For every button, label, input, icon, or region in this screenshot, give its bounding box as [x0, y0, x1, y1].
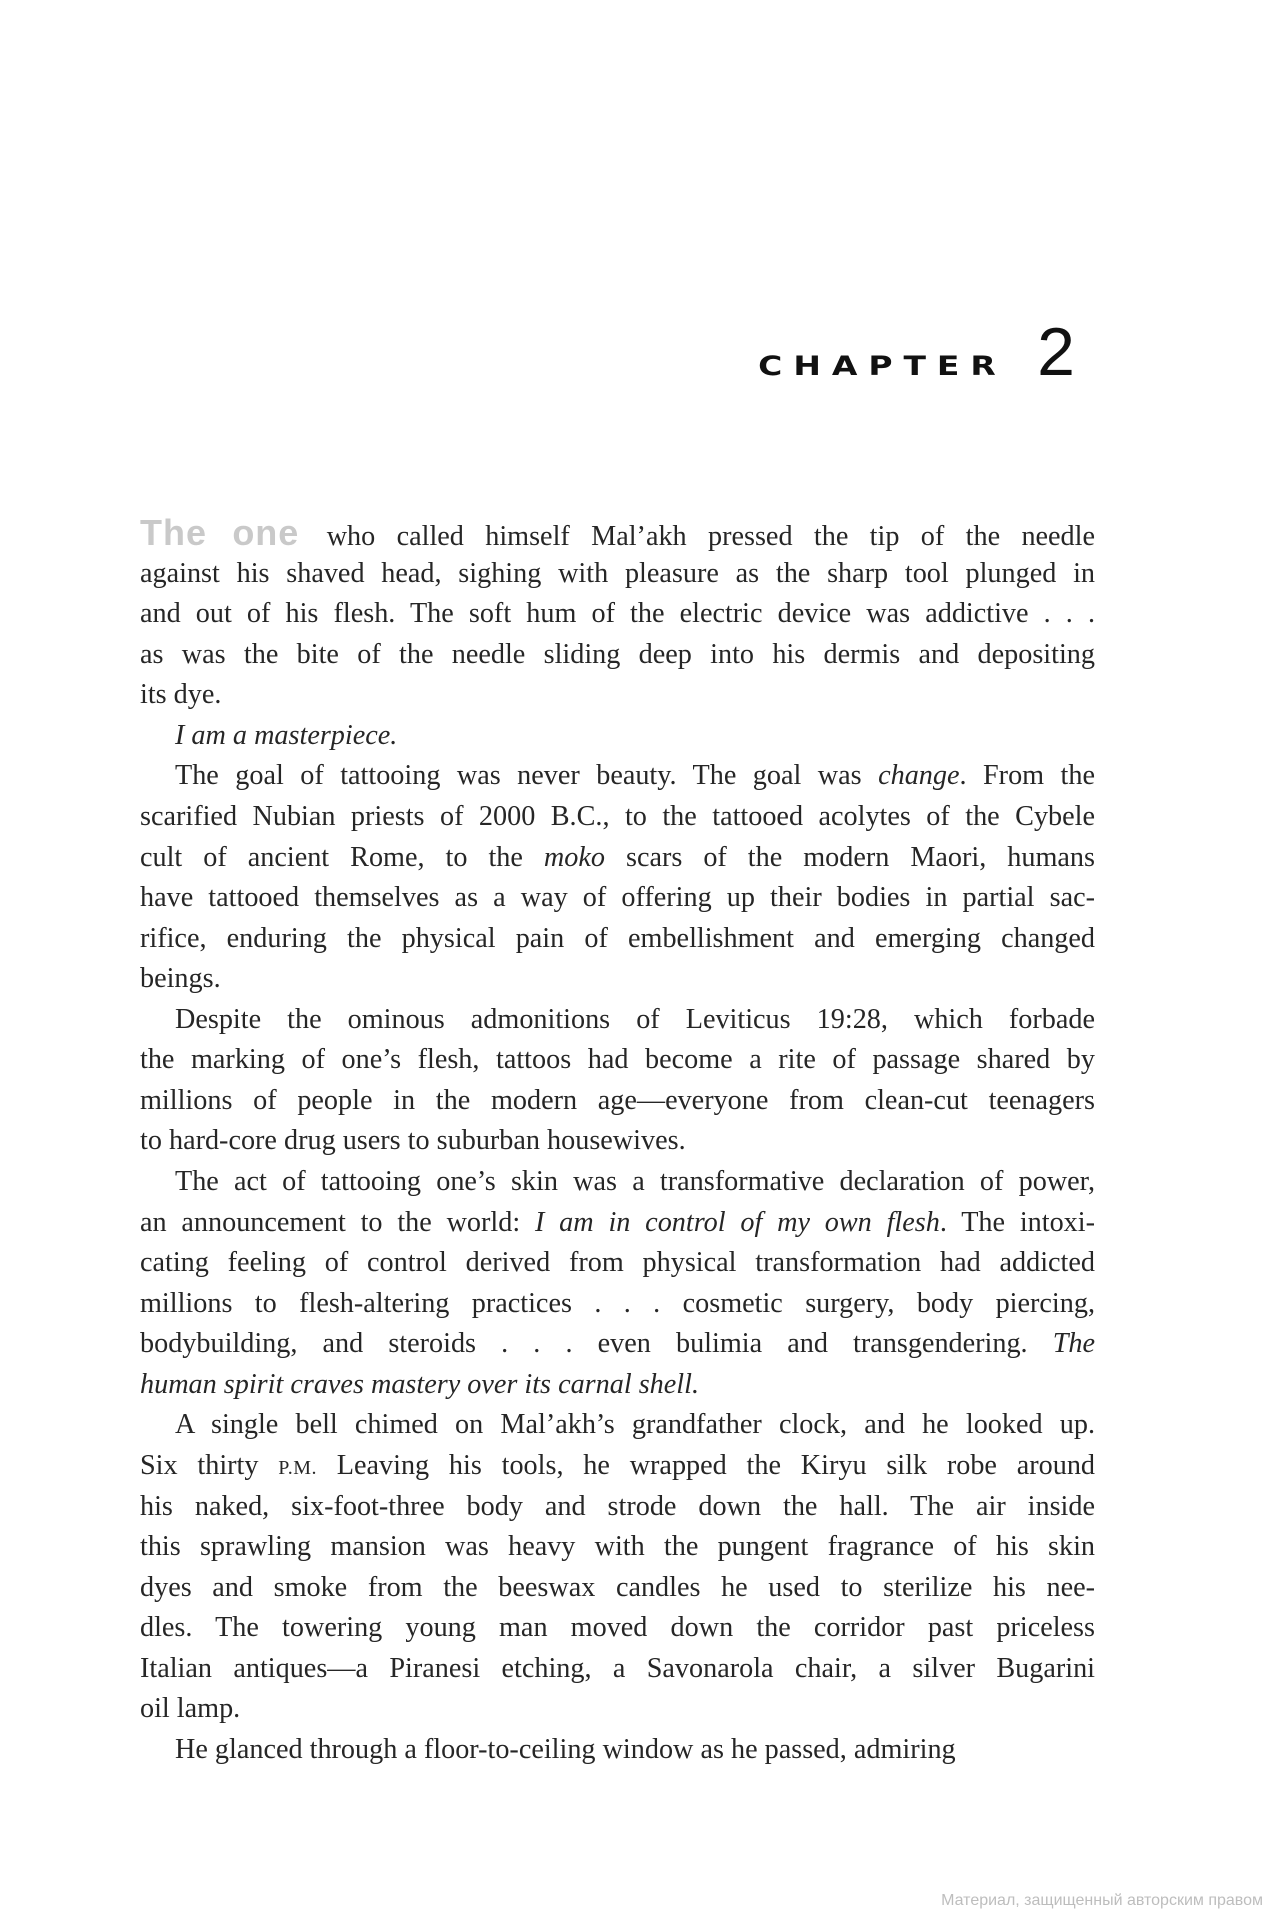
chapter-label: CHAPTER — [758, 351, 1008, 382]
text-line — [140, 797, 1095, 838]
text-segment: The goal of tattooing was never beauty. The goal was — [175, 760, 879, 792]
text-segment: He glanced through a floor-to-ceiling window as he passed, admiring — [175, 1733, 956, 1765]
text-line — [140, 1446, 1095, 1487]
text-segment: its dye. — [140, 679, 222, 711]
text-line — [140, 1649, 1095, 1690]
text-line — [140, 1730, 1095, 1771]
text-line — [140, 1000, 1095, 1041]
text-line — [140, 1284, 1095, 1325]
text-segment: oil lamp. — [140, 1693, 241, 1725]
text-segment: dyes and smoke from the beeswax candles he used to sterilize his nee- — [140, 1571, 1095, 1603]
text-segment: beings. — [140, 963, 221, 995]
text-line — [140, 1040, 1095, 1081]
text-line — [140, 1487, 1095, 1528]
text-line — [140, 1121, 1095, 1162]
text-line — [140, 513, 1095, 554]
italic-text: The — [1052, 1328, 1095, 1360]
text-line — [140, 838, 1095, 879]
text-line — [140, 756, 1095, 797]
text-segment: cult of ancient Rome, to the — [140, 841, 544, 873]
text-segment: and out of his flesh. The soft hum of the electric device was addictive . . . — [140, 598, 1095, 630]
text-line — [140, 878, 1095, 919]
text-segment: cating feeling of control derived from physical transformation had addicted — [140, 1247, 1095, 1279]
text-segment: Leaving his tools, he wrapped the Kiryu silk robe around — [316, 1449, 1096, 1481]
text-line — [140, 554, 1095, 595]
text-segment: to hard-core drug users to suburban housewives. — [140, 1125, 686, 1157]
text-line — [140, 1081, 1095, 1122]
text-line — [140, 1203, 1095, 1244]
text-segment: P.M. — [278, 1456, 317, 1479]
text-segment: dles. The towering young man moved down the corridor past priceless — [140, 1612, 1095, 1644]
text-segment: this sprawling mansion was heavy with the pungent fragrance of his skin — [140, 1531, 1095, 1563]
text-segment: who called himself Mal’akh pressed the tip of the needle — [305, 521, 1095, 552]
text-segment: an announcement to the world: — [140, 1206, 535, 1238]
chapter-number: 2 — [1037, 314, 1075, 390]
text-segment: against his shaved head, sighing with pleasure as the sharp tool plunged in — [140, 557, 1095, 589]
copyright-watermark: Материал, защищенный авторским правом — [941, 1892, 1263, 1909]
text-line — [140, 959, 1095, 1000]
text-segment: Despite the ominous admonitions of Leviticus 19:28, which forbade — [175, 1003, 1095, 1035]
text-segment: millions to flesh-altering practices . . . cosmetic surgery, body piercing, — [140, 1287, 1095, 1319]
text-line — [140, 716, 1095, 757]
text-line — [140, 1527, 1095, 1568]
text-line — [140, 1405, 1095, 1446]
chapter-lead-in: The one — [140, 512, 300, 553]
text-segment: The act of tattooing one’s skin was a transformative declaration of power, — [175, 1166, 1095, 1197]
text-segment: scars of the modern Maori, humans — [604, 841, 1095, 873]
chapter-body-text — [140, 513, 1095, 1770]
text-line — [140, 635, 1095, 676]
text-segment: . The intoxi- — [939, 1206, 1095, 1238]
text-segment: bodybuilding, and steroids . . . even bulimia and transgendering. — [140, 1328, 1053, 1360]
chapter-heading — [758, 314, 1075, 390]
italic-text: change — [878, 760, 960, 792]
text-segment: . From the — [959, 760, 1095, 792]
text-segment: Six thirty — [140, 1449, 279, 1481]
text-segment: his naked, six-foot-three body and strode down the hall. The air inside — [140, 1490, 1095, 1522]
text-segment: the marking of one’s flesh, tattoos had become a rite of passage shared by — [140, 1044, 1095, 1076]
text-line — [140, 1324, 1095, 1365]
text-segment: have tattooed themselves as a way of offering up their bodies in partial sac- — [140, 882, 1095, 914]
text-line — [140, 1243, 1095, 1284]
text-segment: Italian antiques—a Piranesi etching, a Savonarola chair, a silver Bugarini — [140, 1652, 1095, 1684]
text-segment: millions of people in the modern age—everyone from clean-cut teenagers — [140, 1084, 1095, 1116]
text-line — [140, 594, 1095, 635]
text-segment: rifice, enduring the physical pain of embellishment and emerging changed — [140, 922, 1095, 954]
italic-text: I am a masterpiece. — [175, 719, 398, 751]
italic-text: moko — [543, 841, 605, 873]
italic-text: human spirit craves mastery over its carnal shell. — [140, 1368, 699, 1400]
text-line — [140, 1365, 1095, 1406]
text-line — [140, 1162, 1095, 1203]
italic-text: I am in control of my own flesh — [534, 1206, 940, 1238]
text-line — [140, 675, 1095, 716]
text-segment: as was the bite of the needle sliding deep into his dermis and depositing — [140, 638, 1095, 670]
text-line — [140, 919, 1095, 960]
text-line — [140, 1689, 1095, 1730]
text-segment: scarified Nubian priests of 2000 B.C., to the tattooed acolytes of the Cybele — [140, 800, 1095, 832]
text-line — [140, 1608, 1095, 1649]
text-segment: A single bell chimed on Mal’akh’s grandfather clock, and he looked up. — [175, 1409, 1095, 1441]
text-line — [140, 1568, 1095, 1609]
